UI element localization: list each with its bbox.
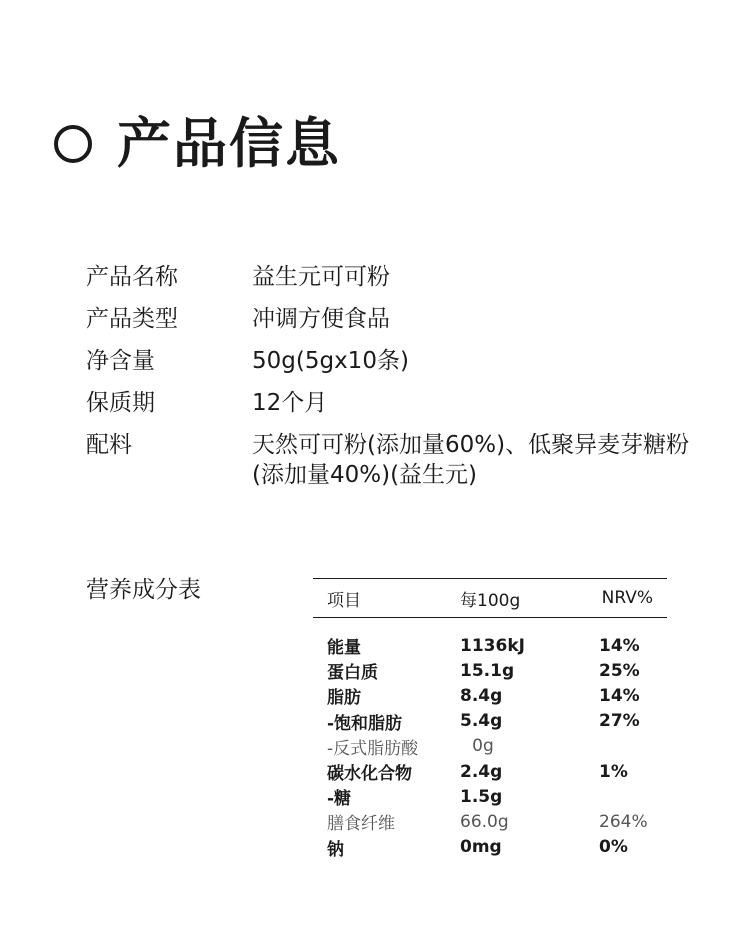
info-label: 配料 [86, 432, 132, 458]
info-value: 冲调方便食品 [252, 306, 390, 332]
page-header [54, 112, 341, 176]
info-row-name [86, 262, 706, 292]
product-info-list [86, 262, 706, 502]
info-row-shelf-life [86, 388, 706, 418]
table-row [313, 709, 667, 734]
row-per100g: 0mg [460, 837, 502, 858]
row-nrv: 264% [599, 811, 648, 832]
info-label: 产品名称 [86, 264, 178, 290]
row-nrv: 0% [599, 837, 628, 858]
row-item: 钠 [327, 839, 344, 860]
table-row [313, 658, 667, 683]
info-value: 益生元可可粉 [252, 264, 390, 290]
table-row [313, 835, 667, 860]
table-row [313, 784, 667, 809]
row-item: 碳水化合物 [327, 764, 412, 785]
row-per100g: 5.4g [460, 711, 503, 732]
table-body [313, 618, 667, 860]
table-row [313, 633, 667, 658]
table-row [313, 759, 667, 784]
row-item: 膳食纤维 [327, 814, 395, 835]
row-nrv: 25% [599, 660, 640, 681]
info-row-net-content [86, 346, 706, 376]
row-nrv: 14% [599, 635, 640, 656]
info-row-type [86, 304, 706, 334]
info-value: 天然可可粉(添加量60%)、低聚异麦芽糖粉(添加量40%)(益生元) [252, 432, 690, 488]
info-label: 净含量 [86, 348, 155, 374]
header-per100g: 每100g [460, 590, 521, 611]
header-nrv: NRV% [601, 588, 653, 608]
row-item: 蛋白质 [327, 663, 378, 684]
row-per100g: 2.4g [460, 761, 503, 782]
row-item: -糖 [327, 789, 352, 810]
info-value: 12个月 [252, 390, 328, 416]
table-row [313, 683, 667, 708]
row-nrv: 27% [599, 711, 640, 732]
header-item: 项目 [327, 590, 361, 611]
row-per100g: 15.1g [460, 660, 515, 681]
info-value: 50g(5gx10条) [252, 348, 409, 374]
nutrition-table [313, 578, 667, 860]
row-item: -反式脂肪酸 [327, 738, 419, 759]
row-item: -饱和脂肪 [327, 713, 403, 734]
info-row-ingredients [86, 430, 706, 490]
page-title: 产品信息 [117, 112, 341, 175]
table-header [313, 578, 667, 618]
row-item: 能量 [327, 638, 361, 659]
nutrition-title: 营养成分表 [86, 577, 201, 603]
info-label: 产品类型 [86, 306, 178, 332]
table-row [313, 809, 667, 834]
row-per100g: 1.5g [460, 786, 503, 807]
info-label: 保质期 [86, 390, 155, 416]
row-per100g: 66.0g [460, 811, 509, 832]
circle-icon [54, 125, 92, 163]
table-row [313, 734, 667, 759]
row-per100g: 8.4g [460, 685, 503, 706]
row-per100g: 0g [472, 736, 494, 757]
row-nrv: 14% [599, 685, 640, 706]
row-nrv: 1% [599, 761, 628, 782]
row-item: 脂肪 [327, 688, 361, 709]
row-per100g: 1136kJ [460, 635, 525, 656]
